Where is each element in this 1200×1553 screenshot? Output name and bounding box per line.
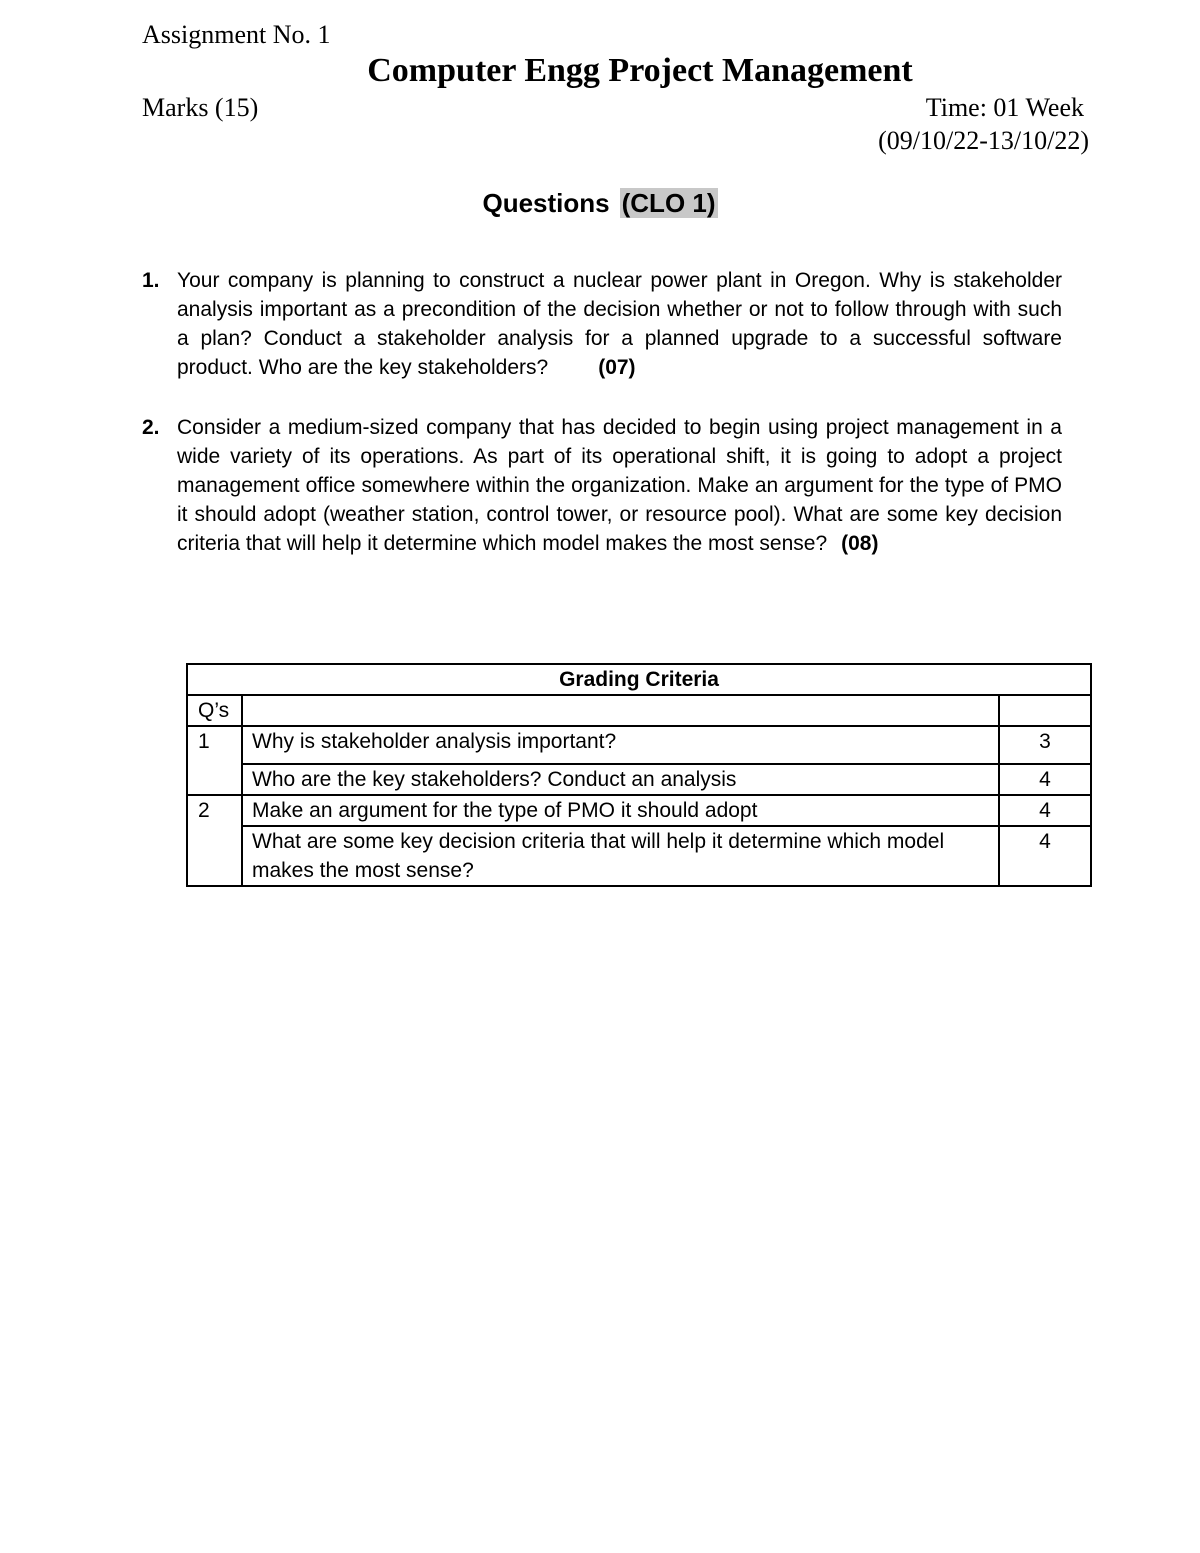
criterion-cell: Make an argument for the type of PMO it should adopt (242, 795, 999, 826)
table-row (187, 795, 1091, 826)
table-title-row (187, 664, 1091, 695)
question-2 (142, 413, 1062, 558)
question-number-cell: 1 (187, 726, 242, 795)
total-marks: Marks (15) (142, 93, 259, 122)
column-header-criterion (242, 695, 999, 726)
criterion-cell: Why is stakeholder analysis important? (242, 726, 999, 764)
question-1 (142, 266, 1062, 382)
questions-heading (0, 188, 1200, 219)
table-row (187, 764, 1091, 795)
document-title: Computer Engg Project Management (367, 52, 913, 89)
marks-cell: 4 (999, 764, 1091, 795)
date-range: (09/10/22-13/10/22) (878, 126, 1089, 155)
table-header-row (187, 695, 1091, 726)
table-row (187, 826, 1091, 886)
question-marks: (07) (598, 356, 636, 379)
question-text: Consider a medium-sized company that has decided to begin using project management in a wide variety of its operations. As part of its operational shift, it is going to adopt a project management office somewhere within the organization. Make an argument for the type of PMO it should adopt (weather station, control tower, or resource pool). What are some key decision criteria that will help it determine which model makes the most sense? (177, 416, 1062, 555)
marks-cell: 4 (999, 826, 1091, 886)
question-text: Your company is planning to construct a nuclear power plant in Oregon. Why is stakeholder analysis important as a precondition of the decision whether or not to follow through with such a plan? Conduct a stakeholder analysis for a planned upgrade to a successful software product. Who are the key stakeholders? (177, 269, 1062, 379)
question-text-container (177, 266, 1062, 382)
column-header-questions: Q’s (187, 695, 242, 726)
question-text-container (177, 413, 1062, 558)
marks-cell: 4 (999, 795, 1091, 826)
time-allowed: Time: 01 Week (925, 93, 1084, 122)
question-number: 2. (142, 416, 160, 439)
grading-criteria-table (186, 663, 1092, 887)
questions-label: Questions (482, 188, 610, 218)
column-header-marks (999, 695, 1091, 726)
criterion-cell: What are some key decision criteria that will help it determine which model makes the most sense? (242, 826, 999, 886)
question-marks: (08) (841, 532, 879, 555)
question-number-cell: 2 (187, 795, 242, 886)
criterion-cell: Who are the key stakeholders? Conduct an analysis (242, 764, 999, 795)
grading-title: Grading Criteria (187, 664, 1091, 695)
clo-badge: (CLO 1) (621, 188, 716, 218)
marks-cell: 3 (999, 726, 1091, 764)
table-row (187, 726, 1091, 764)
assignment-number: Assignment No. 1 (142, 20, 331, 49)
question-number: 1. (142, 269, 160, 292)
